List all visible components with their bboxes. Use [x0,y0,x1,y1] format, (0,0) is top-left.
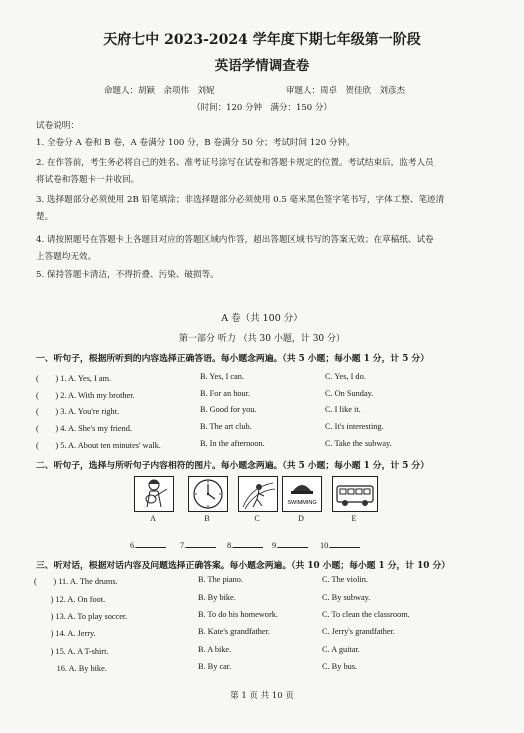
q14-b: B. Kate's grandfather. [198,627,270,636]
blank-6[interactable]: 6. [130,538,166,550]
part-a-subtitle: 第一部分 听力 （共 30 小题，计 30 分） [178,334,346,344]
blank-7[interactable]: 7. [180,538,216,550]
section2-heading: 二、听句子，选择与所听句子内容相符的图片。每小题念两遍。（共 5 小题；每小题 1 分，计 5 分） [36,461,430,471]
q16-b: B. By car. [198,662,232,671]
blank-8[interactable]: 8. [227,538,263,550]
q4-a: ( ) 4. A. She's my friend. [36,424,132,433]
instruction-5: 5. 保持答题卡清洁，不得折叠、污染、破损等。 [36,270,219,280]
q11-b: B. The piano. [198,575,244,584]
picture-guitar-girl [134,476,174,512]
q2-c: C. On Sunday. [325,389,374,398]
reviewers-line: 审题人：周卓 贺佳欣 刘彦杰 [286,86,406,96]
q15-c: C. A guitar. [322,645,360,654]
q12-b: B. By bike. [198,593,236,602]
walking-person-icon [239,477,277,511]
instruction-2: 2. 在作答前，考生务必将自己的姓名、准考证号涂写在试卷和答题卡规定的位置。考试结束后，监考人员 [36,158,434,168]
q14-a: ) 14. A. Jerry. [34,629,96,638]
instruction-3-cont: 楚。 [36,212,54,222]
instruction-3: 3. 选择题部分必须使用 2B 铅笔填涂；非选择题部分必须使用 0.5 毫米黑色签字笔书写，字体工整、笔迹清 [36,195,445,205]
blank-10[interactable]: 10. [320,538,360,550]
authors-line: 命题人：胡颖 余项伟 刘妮 [104,86,215,96]
guitar-girl-icon [135,477,173,511]
bus-icon [333,477,377,511]
instructions-heading: 试卷说明： [36,121,79,131]
q2-a: ( ) 2. A. With my brother. [36,391,135,400]
picture-walking [238,476,278,512]
section1-heading: 一、听句子，根据所听到的内容选择正确答语。每小题念两遍。（共 5 小题；每小题 1 分，计 5 分） [36,354,430,364]
instruction-1: 1. 全卷分 A 卷和 B 卷，A 卷满分 100 分，B 卷满分 50 分；考试时间 120 分钟。 [36,138,355,148]
q3-b: B. Good for you. [200,405,257,414]
section3-heading: 三、听对话，根据对话内容及问题选择正确答案。每小题念两遍。（共 10 小题；每小题 1 分，计 10 分） [36,561,451,571]
q1-b: B. Yes, I can. [200,372,245,381]
q14-c: C. Jerry's grandfather. [322,627,395,636]
q3-a: ( ) 3. A. You're right. [36,407,120,416]
instruction-2-cont: 将试卷和答题卡一并收回。 [36,175,140,185]
q13-a: ) 13. A. To play soccer. [34,612,128,621]
page-footer: 第 1 页 共 10 页 [230,691,294,701]
q12-c: C. By subway. [322,593,371,602]
q12-a: ) 12. A. On foot. [34,595,106,604]
exam-subtitle: 英语学情调查卷 [214,58,310,74]
instruction-4: 4. 请按照题号在答题卡上各题目对应的答题区域内作答，超出答题区域书写的答案无效；在草稿纸、试卷 [36,235,434,245]
q15-b: B. A bike. [198,645,232,654]
q16-a: 16. A. By bike. [40,664,107,673]
picture-swimming-sign [282,476,322,512]
q11-c: C. The violin. [322,575,368,584]
q4-b: B. The art club. [200,422,252,431]
q5-c: C. Take the subway. [325,439,392,448]
q5-b: B. In the afternoon. [200,439,265,448]
q13-b: B. To do his homework. [198,610,278,619]
poster-text: SWIMMING [287,500,317,506]
q2-b: B. For an hour. [200,389,251,398]
q5-a: ( ) 5. A. About ten minutes' walk. [36,441,161,450]
instruction-4-cont: 上答题均无效。 [36,252,97,262]
picture-label-a: A [150,514,156,523]
q15-a: ) 15. A. A T-shirt. [34,647,109,656]
q11-a: ( ) 11. A. The drums. [34,577,118,586]
exam-title: 天府七中 2023-2024 学年度下期七年级第一阶段 [103,32,421,48]
time-info: （时间：120 分钟 满分：150 分） [192,103,332,113]
picture-label-e: E [351,514,357,523]
swimming-cap-icon [283,477,321,511]
picture-label-c: C [254,514,260,523]
q3-c: C. I like it. [325,405,361,414]
picture-label-d: D [298,514,304,523]
blank-9[interactable]: 9. [272,538,308,550]
picture-bus [332,476,378,512]
q16-c: C. By bus. [322,662,358,671]
picture-clock [188,476,228,512]
q13-c: C. To clean the classroom. [322,610,410,619]
q1-a: ( ) 1. A. Yes, I am. [36,374,112,383]
q1-c: C. Yes, I do. [325,372,366,381]
part-a-title: A 卷（共 100 分） [221,313,303,324]
picture-label-b: B [204,514,210,523]
clock-icon [189,477,227,511]
q4-c: C. It's interesting. [325,422,384,431]
